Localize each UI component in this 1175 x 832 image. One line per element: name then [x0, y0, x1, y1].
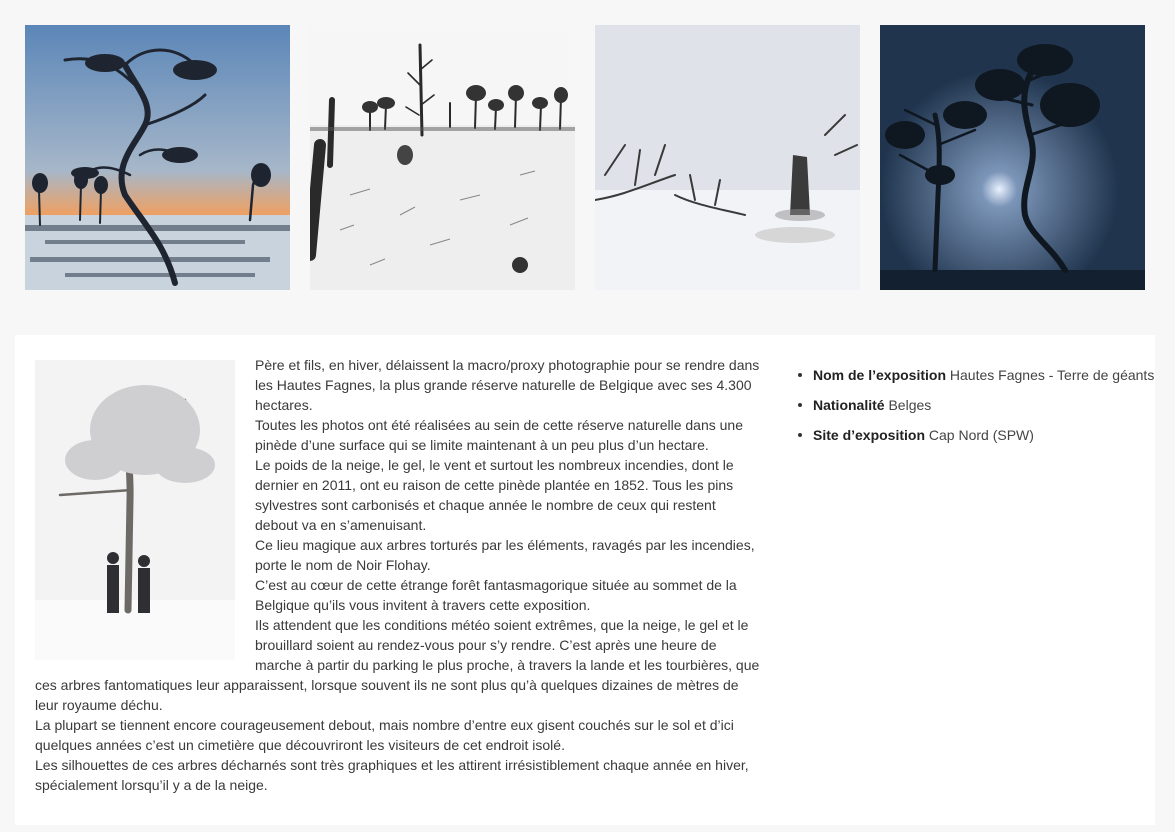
- info-value: Belges: [888, 397, 932, 413]
- info-label: Nationalité: [813, 397, 885, 413]
- info-value: Hautes Fagnes - Terre de géants: [949, 367, 1155, 383]
- info-label: Site d’exposition: [813, 427, 926, 443]
- info-value: Cap Nord (SPW): [928, 427, 1034, 443]
- sunset-pine-photo: [25, 25, 290, 290]
- gallery-photo-3[interactable]: [595, 25, 860, 290]
- gallery-photo-2[interactable]: [310, 25, 575, 290]
- description-paragraph: Toutes les photos ont été réalisées au sein de cette réserve naturelle dans une pinède d’une surface qui se limite maintenant à un peu plus d’un hectare.: [255, 417, 743, 453]
- description-paragraph: Père et fils, en hiver, délaissent la macro/proxy photographie pour se rendre dans les Hautes Fagnes, la plus grande réserve naturelle de Belgique avec ses 4.300 hectares.: [255, 357, 760, 413]
- snowy-snags-photo: [310, 25, 575, 290]
- photo-gallery: [0, 0, 1175, 320]
- info-label: Nom de l’exposition: [813, 367, 947, 383]
- description-paragraph: Ce lieu magique aux arbres torturés par les éléments, ravagés par les incendies, porte le nom de Noir Flohay.: [255, 537, 755, 573]
- info-item-nationality: [813, 395, 1158, 415]
- description-paragraph: Les silhouettes de ces arbres décharnés sont très graphiques et les attirent irrésistiblement chaque année en hiver, spécialement lorsqu’il y a de la neige.: [35, 757, 749, 793]
- gallery-photo-4[interactable]: [880, 25, 1145, 290]
- info-item-exhibition-site: [813, 425, 1158, 445]
- night-pines-photo: [880, 25, 1145, 290]
- info-item-exhibition-name: [813, 365, 1158, 385]
- exhibition-description: [35, 355, 760, 795]
- description-paragraph: La plupart se tiennent encore courageusement debout, mais nombre d’entre eux gisent couchés sur le sol et d’ici quelques années c’est un cimetière que découvriront les visiteurs de cet endroit isolé.: [35, 717, 734, 753]
- description-paragraph: Le poids de la neige, le gel, le vent et surtout les nombreux incendies, dont le dernier en 2011, ont eu raison de cette pinède plantée en 1852. Tous les pins sylvestres sont carbonisés et chaque année le nombre de ceux qui restent debout va en s’amenuisant.: [255, 457, 734, 533]
- exhibition-card: [15, 335, 1155, 825]
- description-paragraph: Ils attendent que les conditions météo soient extrêmes, que la neige, le gel et le brouillard soient au rendez-vous pour s’y rendre. C’est après une heure de marche à partir du parking le plus proche, à travers la lande et les tourbières, que ces arbres fantomatiques leur apparaissent, lorsque souvent ils ne sont plus qu’à quelques dizaines de mètres de leur royaume déchu.: [35, 617, 760, 713]
- gallery-photo-1[interactable]: [25, 25, 290, 290]
- foggy-fallen-trees-photo: [595, 25, 860, 290]
- description-paragraph: C’est au cœur de cette étrange forêt fantasmagorique située au sommet de la Belgique qu’ils vous invitent à travers cette exposition.: [255, 577, 737, 613]
- exhibition-info-list: [795, 365, 1158, 455]
